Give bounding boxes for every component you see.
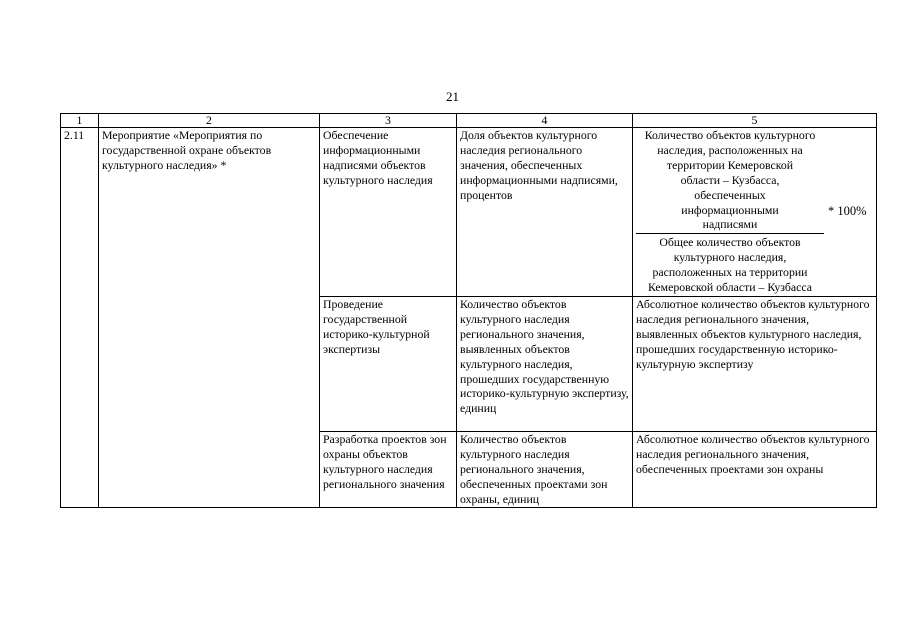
- numerator-line: территории Кемеровской: [666, 157, 794, 172]
- table-header-row: [61, 114, 877, 128]
- header-col-5: 5: [633, 114, 877, 128]
- numerator-line: обеспеченных: [694, 187, 766, 202]
- method-cell: Абсолютное количество объектов культурного наследия регионального значения, обеспеченных проектами зон охраны: [633, 432, 877, 508]
- indicator-cell: Количество объектов культурного наследия регионального значения, выявленных объектов культурного наследия, прошедших государственную историко-культурную экспертизу, единиц: [457, 297, 633, 432]
- fraction-formula: [636, 128, 871, 295]
- numerator-line: Количество объектов культурного: [644, 128, 816, 142]
- header-col-4: 4: [457, 114, 633, 128]
- fraction-bar: [636, 233, 824, 234]
- measure-cell: Обеспечение информационными надписями объектов культурного наследия: [320, 128, 457, 297]
- header-col-3: 3: [320, 114, 457, 128]
- formula-multiplier: * 100%: [828, 204, 867, 219]
- denominator-line: Общее количество объектов: [659, 235, 801, 250]
- formula-numerator: [645, 128, 816, 232]
- formula-cell: [633, 128, 877, 297]
- row-number-cell: 2.11: [61, 128, 99, 508]
- method-cell: Абсолютное количество объектов культурного наследия регионального значения, выявленных объектов культурного наследия, прошедших государственную историко-культурную экспертизу: [633, 297, 877, 432]
- numerator-line: области – Кузбасса,: [680, 172, 780, 187]
- numerator-line: надписями: [702, 217, 758, 232]
- denominator-line: культурного наследия,: [673, 250, 787, 265]
- indicators-table: [60, 113, 877, 508]
- header-col-2: 2: [99, 114, 320, 128]
- numerator-line: информационными: [681, 202, 779, 217]
- indicator-cell: Доля объектов культурного наследия регионального значения, обеспеченных информационными надписями, процентов: [457, 128, 633, 297]
- formula-denominator: [648, 235, 812, 295]
- indicator-cell: Количество объектов культурного наследия регионального значения, обеспеченных проектами зон охраны, единиц: [457, 432, 633, 508]
- table-row: [61, 128, 877, 297]
- page-number: 21: [446, 89, 459, 104]
- denominator-line: расположенных на территории: [652, 265, 808, 280]
- event-name-cell: Мероприятие «Мероприятия по государственной охране объектов культурного наследия» *: [99, 128, 320, 508]
- denominator-line: Кемеровской области – Кузбасса: [647, 280, 813, 295]
- measure-cell: Разработка проектов зон охраны объектов культурного наследия регионального значения: [320, 432, 457, 508]
- numerator-line: наследия, расположенных на: [657, 142, 803, 157]
- measure-cell: Проведение государственной историко-культурной экспертизы: [320, 297, 457, 432]
- header-col-1: 1: [61, 114, 99, 128]
